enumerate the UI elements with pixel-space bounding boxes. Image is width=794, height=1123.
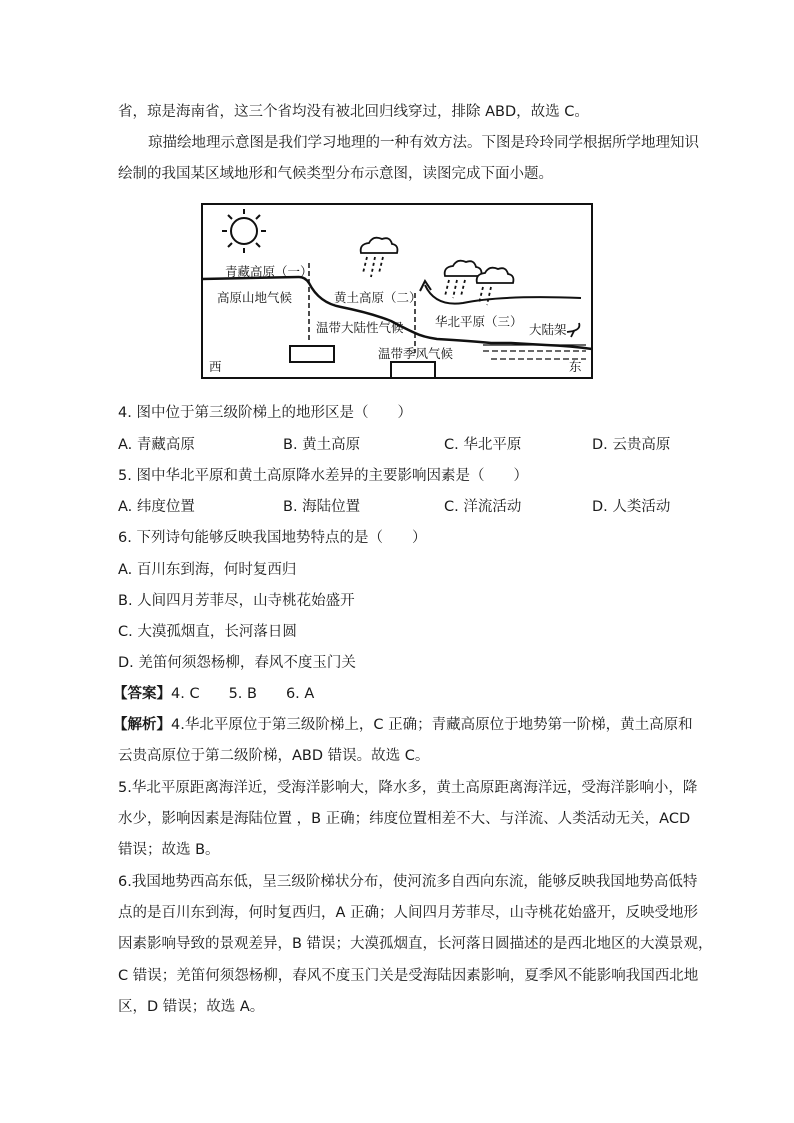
question-4-option-a: A. 青藏高原 (118, 437, 195, 453)
label-continental-shelf: 大陆架 (529, 322, 567, 337)
question-5-option-d: D. 人类活动 (592, 499, 671, 515)
label-huangtu: 黄土高原（二） (334, 290, 422, 305)
analysis-tag: 【解析】 (113, 717, 171, 733)
intro-line-2: 琼描绘地理示意图是我们学习地理的一种有效方法。下图是玲玲同学根据所学地理知识 (148, 135, 699, 151)
question-6-option-d: D. 羌笛何须怨杨柳，春风不度玉门关 (118, 655, 356, 671)
question-6-option-a: A. 百川东到海，何时复西归 (118, 562, 297, 578)
label-continental-climate: 温带大陆性气候 (316, 320, 404, 335)
question-5-option-c: C. 洋流活动 (444, 499, 522, 515)
question-5-option-b: B. 海陆位置 (283, 499, 361, 515)
analysis-line-9: C 错误；羌笛何须怨杨柳，春风不度玉门关是受海陆因素影响，夏季风不能影响我国西北地 (118, 968, 699, 984)
question-4-option-d: D. 云贵高原 (592, 437, 671, 453)
terrain-climate-diagram (201, 203, 593, 379)
intro-line-3: 绘制的我国某区域地形和气候类型分布示意图，读图完成下面小题。 (118, 166, 553, 182)
analysis-line-1 (113, 715, 693, 735)
question-5-option-a: A. 纬度位置 (118, 499, 195, 515)
intro-line-1: 省，琼是海南省，这三个省均没有被北回归线穿过，排除 ABD，故选 C。 (118, 104, 589, 120)
analysis-text-1: 4.华北平原位于第三级阶梯上，C 正确；青藏高原位于地势第一阶梯，黄土高原和 (171, 717, 693, 733)
label-plateau-climate: 高原山地气候 (217, 290, 293, 305)
answer-tag: 【答案】 (113, 686, 171, 702)
blank-box-1 (290, 346, 334, 362)
analysis-line-5: 错误；故选 B。 (118, 842, 220, 858)
question-6-option-c: C. 大漠孤烟直，长河落日圆 (118, 624, 297, 640)
answer-text: 4. C 5. B 6. A (171, 686, 315, 702)
analysis-line-2: 云贵高原位于第二级阶梯，ABD 错误。故选 C。 (118, 748, 430, 764)
answer-line (113, 684, 314, 704)
question-4-option-c: C. 华北平原 (444, 437, 522, 453)
label-huabei: 华北平原（三） (435, 314, 523, 329)
analysis-line-4: 水少，影响因素是海陆位置 ，B 正确；纬度位置相差不大、与洋流、人类活动无关，ACD (118, 811, 691, 827)
label-qingzang: 青藏高原（一） (225, 264, 313, 279)
analysis-line-10: 区，D 错误；故选 A。 (118, 999, 265, 1015)
label-west: 西 (209, 359, 222, 374)
question-4-stem: 4. 图中位于第三级阶梯上的地形区是（ ） (118, 405, 412, 421)
analysis-line-3: 5.华北平原距离海洋近，受海洋影响大，降水多，黄土高原距离海洋远，受海洋影响小，降 (118, 780, 698, 796)
question-4-option-b: B. 黄土高原 (283, 437, 361, 453)
label-monsoon-climate: 温带季风气候 (378, 346, 454, 361)
label-east: 东 (569, 359, 582, 374)
question-6-option-b: B. 人间四月芳菲尽，山寺桃花始盛开 (118, 593, 355, 609)
question-6-stem: 6. 下列诗句能够反映我国地势特点的是（ ） (118, 530, 427, 546)
question-5-stem: 5. 图中华北平原和黄土高原降水差异的主要影响因素是（ ） (118, 468, 528, 484)
analysis-line-7: 点的是百川东到海，何时复西归，A 正确；人间四月芳菲尽，山寺桃花始盛开，反映受地形 (118, 905, 699, 921)
blank-box-2 (391, 362, 435, 378)
analysis-line-8: 因素影响导致的景观差异，B 错误；大漠孤烟直，长河落日圆描述的是西北地区的大漠景观， (118, 936, 713, 952)
analysis-line-6: 6.我国地势西高东低，呈三级阶梯状分布，使河流多自西向东流，能够反映我国地势高低特 (118, 874, 698, 890)
